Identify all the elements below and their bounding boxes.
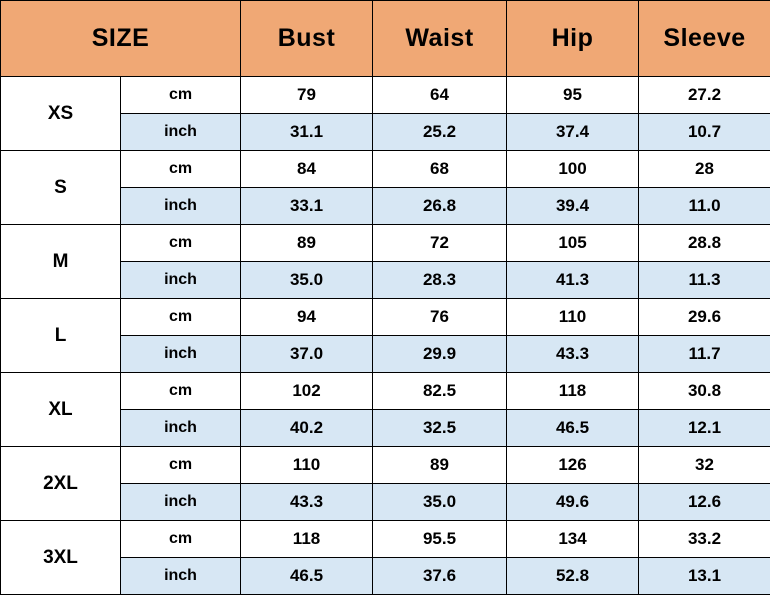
value-cell-inch-waist: 29.9 bbox=[373, 336, 507, 373]
value-cell-cm-hip: 126 bbox=[507, 447, 639, 484]
value-cell-cm-waist: 95.5 bbox=[373, 521, 507, 558]
value-cell-cm-waist: 72 bbox=[373, 225, 507, 262]
value-cell-inch-waist: 37.6 bbox=[373, 558, 507, 595]
value-cell-inch-bust: 46.5 bbox=[241, 558, 373, 595]
size-label-cell: XS bbox=[1, 77, 121, 151]
value-cell-inch-sleeve: 10.7 bbox=[639, 114, 770, 151]
value-cell-cm-waist: 76 bbox=[373, 299, 507, 336]
table-body bbox=[1, 77, 770, 595]
value-cell-cm-waist: 64 bbox=[373, 77, 507, 114]
value-cell-inch-hip: 37.4 bbox=[507, 114, 639, 151]
header-waist: Waist bbox=[373, 1, 507, 77]
value-cell-cm-bust: 102 bbox=[241, 373, 373, 410]
value-cell-inch-hip: 39.4 bbox=[507, 188, 639, 225]
value-cell-cm-sleeve: 28 bbox=[639, 151, 770, 188]
unit-cell-inch: inch bbox=[121, 484, 241, 521]
table-row bbox=[1, 299, 770, 336]
value-cell-cm-sleeve: 33.2 bbox=[639, 521, 770, 558]
value-cell-cm-sleeve: 29.6 bbox=[639, 299, 770, 336]
value-cell-inch-bust: 40.2 bbox=[241, 410, 373, 447]
value-cell-inch-hip: 52.8 bbox=[507, 558, 639, 595]
unit-cell-cm: cm bbox=[121, 299, 241, 336]
size-label-cell: M bbox=[1, 225, 121, 299]
size-label-cell: 2XL bbox=[1, 447, 121, 521]
unit-cell-inch: inch bbox=[121, 558, 241, 595]
value-cell-inch-sleeve: 11.7 bbox=[639, 336, 770, 373]
value-cell-inch-hip: 46.5 bbox=[507, 410, 639, 447]
value-cell-inch-hip: 49.6 bbox=[507, 484, 639, 521]
value-cell-inch-hip: 43.3 bbox=[507, 336, 639, 373]
unit-cell-inch: inch bbox=[121, 410, 241, 447]
value-cell-inch-bust: 43.3 bbox=[241, 484, 373, 521]
value-cell-inch-waist: 32.5 bbox=[373, 410, 507, 447]
value-cell-inch-waist: 25.2 bbox=[373, 114, 507, 151]
size-label-cell: L bbox=[1, 299, 121, 373]
value-cell-cm-sleeve: 30.8 bbox=[639, 373, 770, 410]
unit-cell-inch: inch bbox=[121, 188, 241, 225]
value-cell-cm-waist: 68 bbox=[373, 151, 507, 188]
value-cell-cm-hip: 95 bbox=[507, 77, 639, 114]
size-label-cell: S bbox=[1, 151, 121, 225]
value-cell-inch-bust: 35.0 bbox=[241, 262, 373, 299]
value-cell-cm-sleeve: 32 bbox=[639, 447, 770, 484]
unit-cell-cm: cm bbox=[121, 77, 241, 114]
value-cell-inch-hip: 41.3 bbox=[507, 262, 639, 299]
value-cell-inch-sleeve: 11.3 bbox=[639, 262, 770, 299]
table-row bbox=[1, 373, 770, 410]
value-cell-cm-bust: 84 bbox=[241, 151, 373, 188]
value-cell-cm-bust: 118 bbox=[241, 521, 373, 558]
value-cell-inch-bust: 33.1 bbox=[241, 188, 373, 225]
value-cell-cm-waist: 89 bbox=[373, 447, 507, 484]
value-cell-inch-waist: 35.0 bbox=[373, 484, 507, 521]
value-cell-inch-sleeve: 11.0 bbox=[639, 188, 770, 225]
value-cell-cm-bust: 79 bbox=[241, 77, 373, 114]
unit-cell-cm: cm bbox=[121, 151, 241, 188]
header-sleeve: Sleeve bbox=[639, 1, 770, 77]
value-cell-inch-bust: 31.1 bbox=[241, 114, 373, 151]
unit-cell-cm: cm bbox=[121, 447, 241, 484]
value-cell-cm-bust: 94 bbox=[241, 299, 373, 336]
header-row bbox=[1, 1, 770, 77]
unit-cell-cm: cm bbox=[121, 521, 241, 558]
table-row bbox=[1, 447, 770, 484]
value-cell-inch-waist: 28.3 bbox=[373, 262, 507, 299]
table-row bbox=[1, 225, 770, 262]
header-bust: Bust bbox=[241, 1, 373, 77]
value-cell-cm-waist: 82.5 bbox=[373, 373, 507, 410]
unit-cell-cm: cm bbox=[121, 225, 241, 262]
table-row bbox=[1, 521, 770, 558]
value-cell-inch-waist: 26.8 bbox=[373, 188, 507, 225]
table-header bbox=[1, 1, 770, 77]
value-cell-cm-hip: 134 bbox=[507, 521, 639, 558]
value-cell-cm-hip: 118 bbox=[507, 373, 639, 410]
size-label-cell: 3XL bbox=[1, 521, 121, 595]
value-cell-inch-sleeve: 13.1 bbox=[639, 558, 770, 595]
unit-cell-inch: inch bbox=[121, 262, 241, 299]
unit-cell-cm: cm bbox=[121, 373, 241, 410]
value-cell-cm-hip: 110 bbox=[507, 299, 639, 336]
unit-cell-inch: inch bbox=[121, 336, 241, 373]
value-cell-cm-sleeve: 28.8 bbox=[639, 225, 770, 262]
value-cell-cm-bust: 110 bbox=[241, 447, 373, 484]
value-cell-cm-hip: 105 bbox=[507, 225, 639, 262]
header-hip: Hip bbox=[507, 1, 639, 77]
value-cell-cm-bust: 89 bbox=[241, 225, 373, 262]
table-row bbox=[1, 77, 770, 114]
value-cell-inch-bust: 37.0 bbox=[241, 336, 373, 373]
size-label-cell: XL bbox=[1, 373, 121, 447]
unit-cell-inch: inch bbox=[121, 114, 241, 151]
value-cell-cm-hip: 100 bbox=[507, 151, 639, 188]
header-size: SIZE bbox=[1, 1, 241, 77]
value-cell-inch-sleeve: 12.6 bbox=[639, 484, 770, 521]
table-row bbox=[1, 151, 770, 188]
value-cell-cm-sleeve: 27.2 bbox=[639, 77, 770, 114]
value-cell-inch-sleeve: 12.1 bbox=[639, 410, 770, 447]
